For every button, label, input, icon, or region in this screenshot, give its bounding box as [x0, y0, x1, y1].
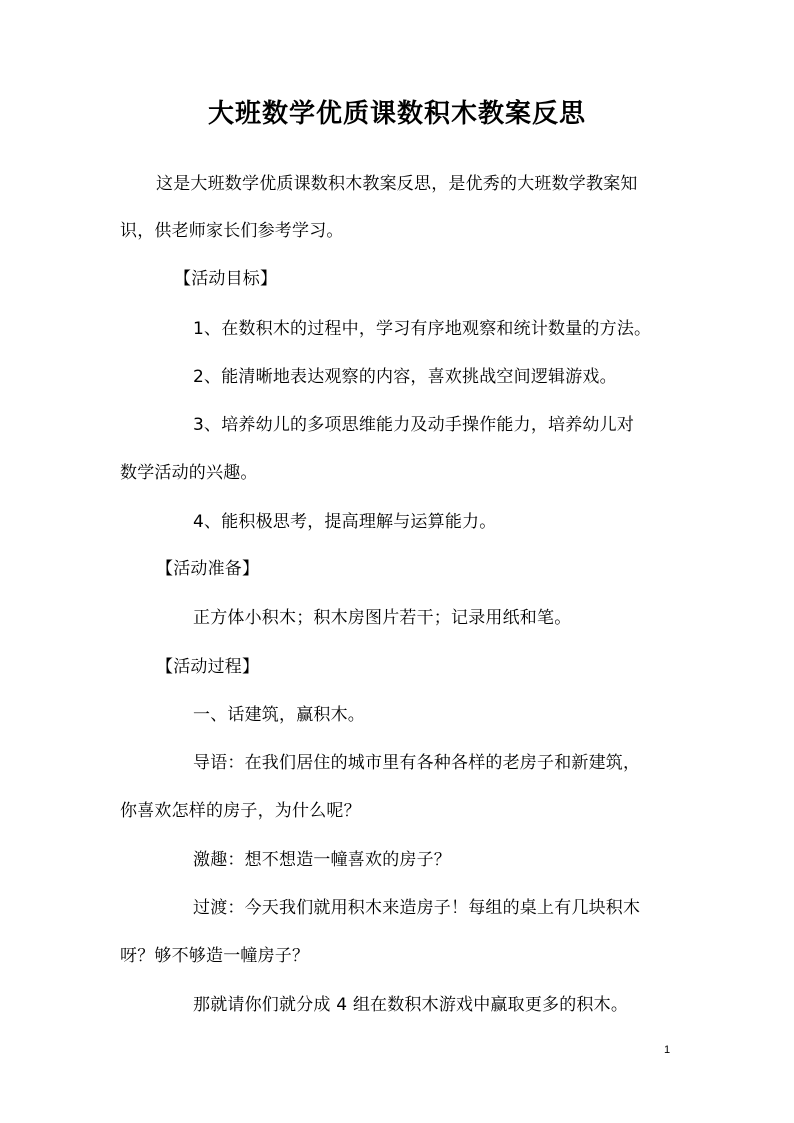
goal-item-3-line-1: 3、培养幼儿的多项思维能力及动手操作能力，培养幼儿对 [193, 415, 635, 435]
process-guide-line-2: 你喜欢怎样的房子，为什么呢？ [120, 801, 361, 821]
intro-line-1: 这是大班数学优质课数积木教案反思，是优秀的大班数学教案知 [156, 174, 638, 194]
process-transition-line-1: 过渡：今天我们就用积木来造房子！每组的桌上有几块积木 [193, 898, 641, 918]
process-motivate: 激趣：想不想造一幢喜欢的房子？ [193, 850, 451, 870]
process-transition-line-2: 呀？够不够造一幢房子？ [120, 946, 310, 966]
process-step-1: 一、话建筑，赢积木。 [193, 705, 365, 725]
process-guide-line-1: 导语：在我们居住的城市里有各种各样的老房子和新建筑， [193, 753, 641, 773]
goal-item-4: 4、能积极思考，提高理解与运算能力。 [193, 512, 497, 532]
goals-heading: 【活动目标】 [174, 269, 278, 289]
process-closing: 那就请你们就分成 4 组在数积木游戏中赢取更多的积木。 [193, 995, 629, 1015]
document-title: 大班数学优质课数积木教案反思 [207, 99, 586, 129]
goal-item-2: 2、能清晰地表达观察的内容，喜欢挑战空间逻辑游戏。 [193, 367, 617, 387]
goal-item-1: 1、在数积木的过程中，学习有序地观察和统计数量的方法。 [193, 319, 652, 339]
goal-item-3-line-2: 数学活动的兴趣。 [120, 463, 258, 483]
intro-line-2: 识，供老师家长们参考学习。 [120, 221, 344, 241]
process-heading: 【活动过程】 [156, 657, 260, 677]
preparation-heading: 【活动准备】 [156, 559, 260, 579]
preparation-content: 正方体小积木；积木房图片若干；记录用纸和笔。 [193, 608, 572, 628]
page-number: 1 [664, 1044, 671, 1056]
